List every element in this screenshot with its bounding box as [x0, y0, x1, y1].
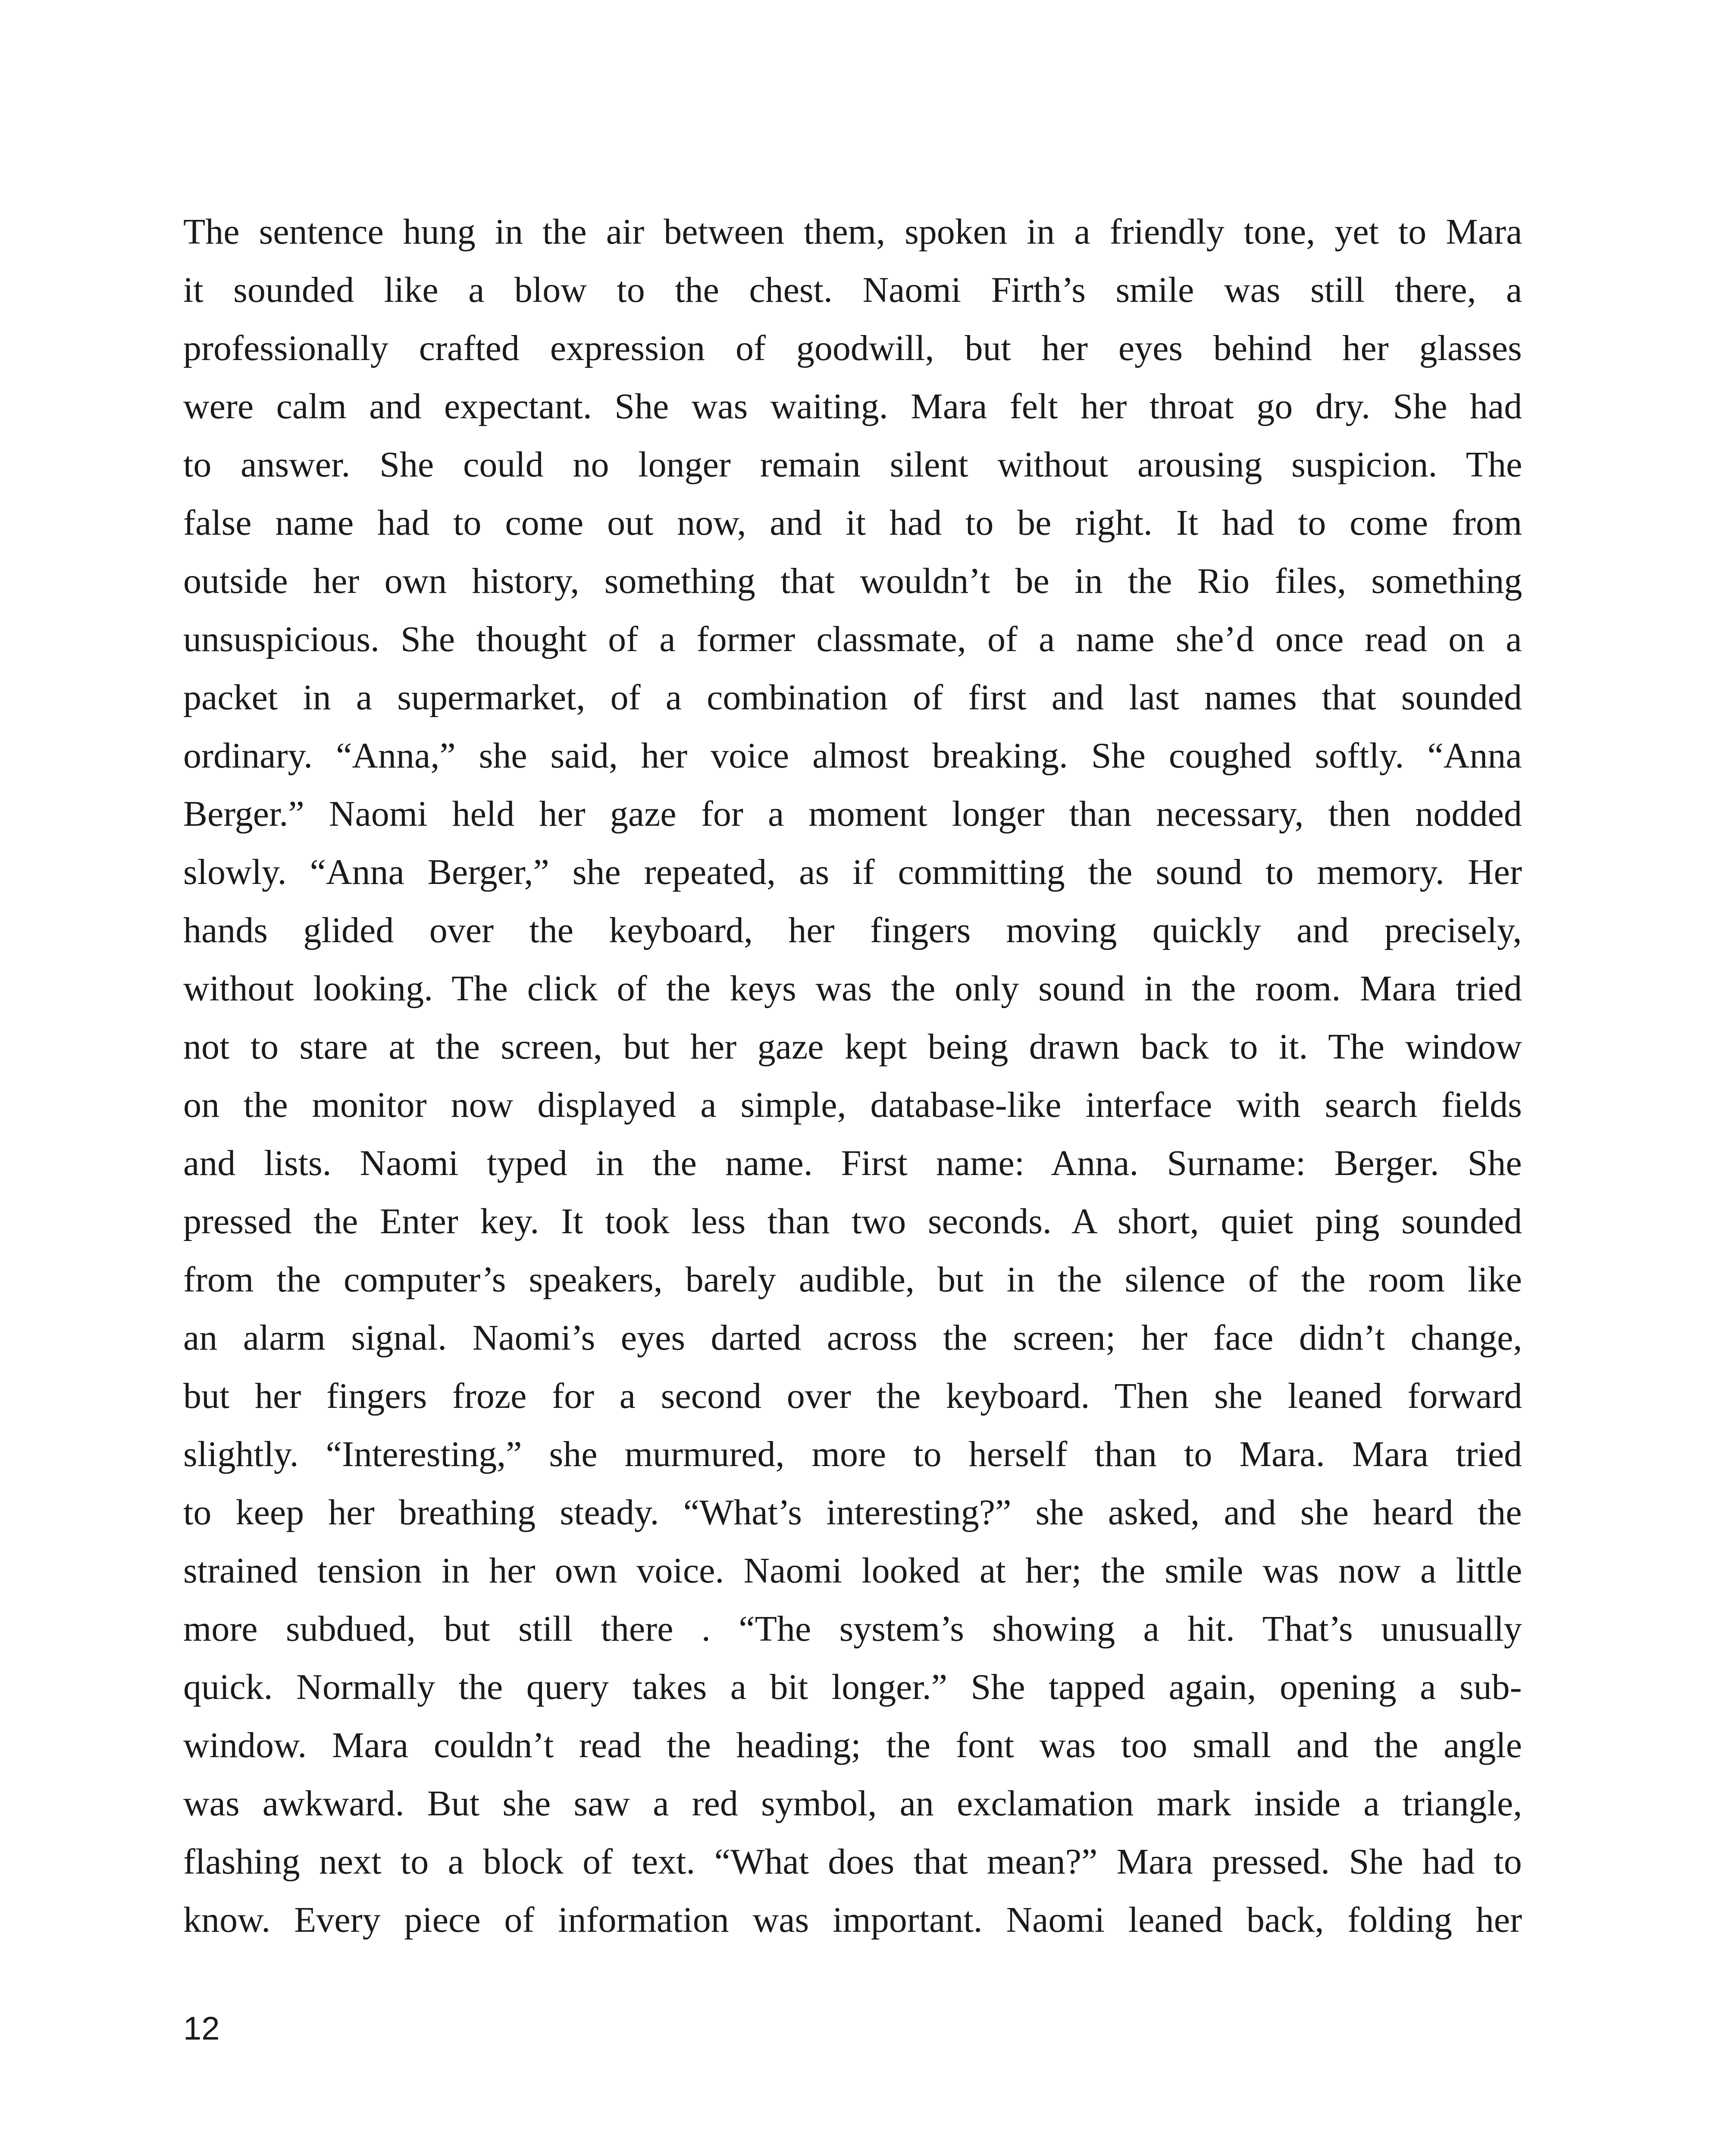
text-line: professionally crafted expression of goodwill, but her eyes behind her glasses — [183, 328, 1522, 368]
text-line: to answer. She could no longer remain silent without arousing suspicion. The — [183, 445, 1522, 485]
text-line: and lists. Naomi typed in the name. First name: Anna. Surname: Berger. She — [183, 1143, 1522, 1183]
text-line: slowly. “Anna Berger,” she repeated, as if committing the sound to memory. Her — [183, 852, 1522, 892]
text-line: window. Mara couldn’t read the heading; the font was too small and the angle — [183, 1725, 1522, 1765]
text-line: false name had to come out now, and it had to be right. It had to come from — [183, 503, 1522, 543]
text-line: flashing next to a block of text. “What does that mean?” Mara pressed. She had to — [183, 1842, 1522, 1882]
text-line: unsuspicious. She thought of a former classmate, of a name she’d once read on a — [183, 619, 1522, 659]
text-line: on the monitor now displayed a simple, database-like interface with search fields — [183, 1085, 1522, 1125]
text-line: were calm and expectant. She was waiting. Mara felt her throat go dry. She had — [183, 386, 1522, 426]
text-line: strained tension in her own voice. Naomi looked at her; the smile was now a little — [183, 1551, 1522, 1591]
text-line: know. Every piece of information was important. Naomi leaned back, folding her — [183, 1900, 1522, 1940]
text-line: not to stare at the screen, but her gaze kept being drawn back to it. The window — [183, 1027, 1522, 1067]
text-line: without looking. The click of the keys was the only sound in the room. Mara tried — [183, 968, 1522, 1009]
text-line: slightly. “Interesting,” she murmured, more to herself than to Mara. Mara tried — [183, 1434, 1522, 1474]
text-line: was awkward. But she saw a red symbol, an exclamation mark inside a triangle, — [183, 1783, 1522, 1824]
text-line: ordinary. “Anna,” she said, her voice almost breaking. She coughed softly. “Anna — [183, 736, 1522, 776]
text-line: it sounded like a blow to the chest. Naomi Firth’s smile was still there, a — [183, 270, 1522, 310]
text-line: outside her own history, something that wouldn’t be in the Rio files, something — [183, 561, 1522, 601]
text-line: from the computer’s speakers, barely audible, but in the silence of the room like — [183, 1260, 1522, 1300]
text-line: to keep her breathing steady. “What’s interesting?” she asked, and she heard the — [183, 1492, 1522, 1532]
text-line: but her fingers froze for a second over the keyboard. Then she leaned forward — [183, 1376, 1522, 1416]
text-line: more subdued, but still there . “The system’s showing a hit. That’s unusually — [183, 1609, 1522, 1649]
page-number: 12 — [183, 2010, 220, 2047]
text-line: hands glided over the keyboard, her fingers moving quickly and precisely, — [183, 910, 1522, 950]
body-text — [183, 203, 1522, 1949]
text-line: The sentence hung in the air between them, spoken in a friendly tone, yet to Mara — [183, 212, 1522, 252]
text-line: packet in a supermarket, of a combination of first and last names that sounded — [183, 677, 1522, 718]
text-line: Berger.” Naomi held her gaze for a moment longer than necessary, then nodded — [183, 794, 1522, 834]
text-line: pressed the Enter key. It took less than two seconds. A short, quiet ping sounded — [183, 1201, 1522, 1241]
text-line: an alarm signal. Naomi’s eyes darted across the screen; her face didn’t change, — [183, 1318, 1522, 1358]
text-line: quick. Normally the query takes a bit longer.” She tapped again, opening a sub- — [183, 1667, 1522, 1707]
